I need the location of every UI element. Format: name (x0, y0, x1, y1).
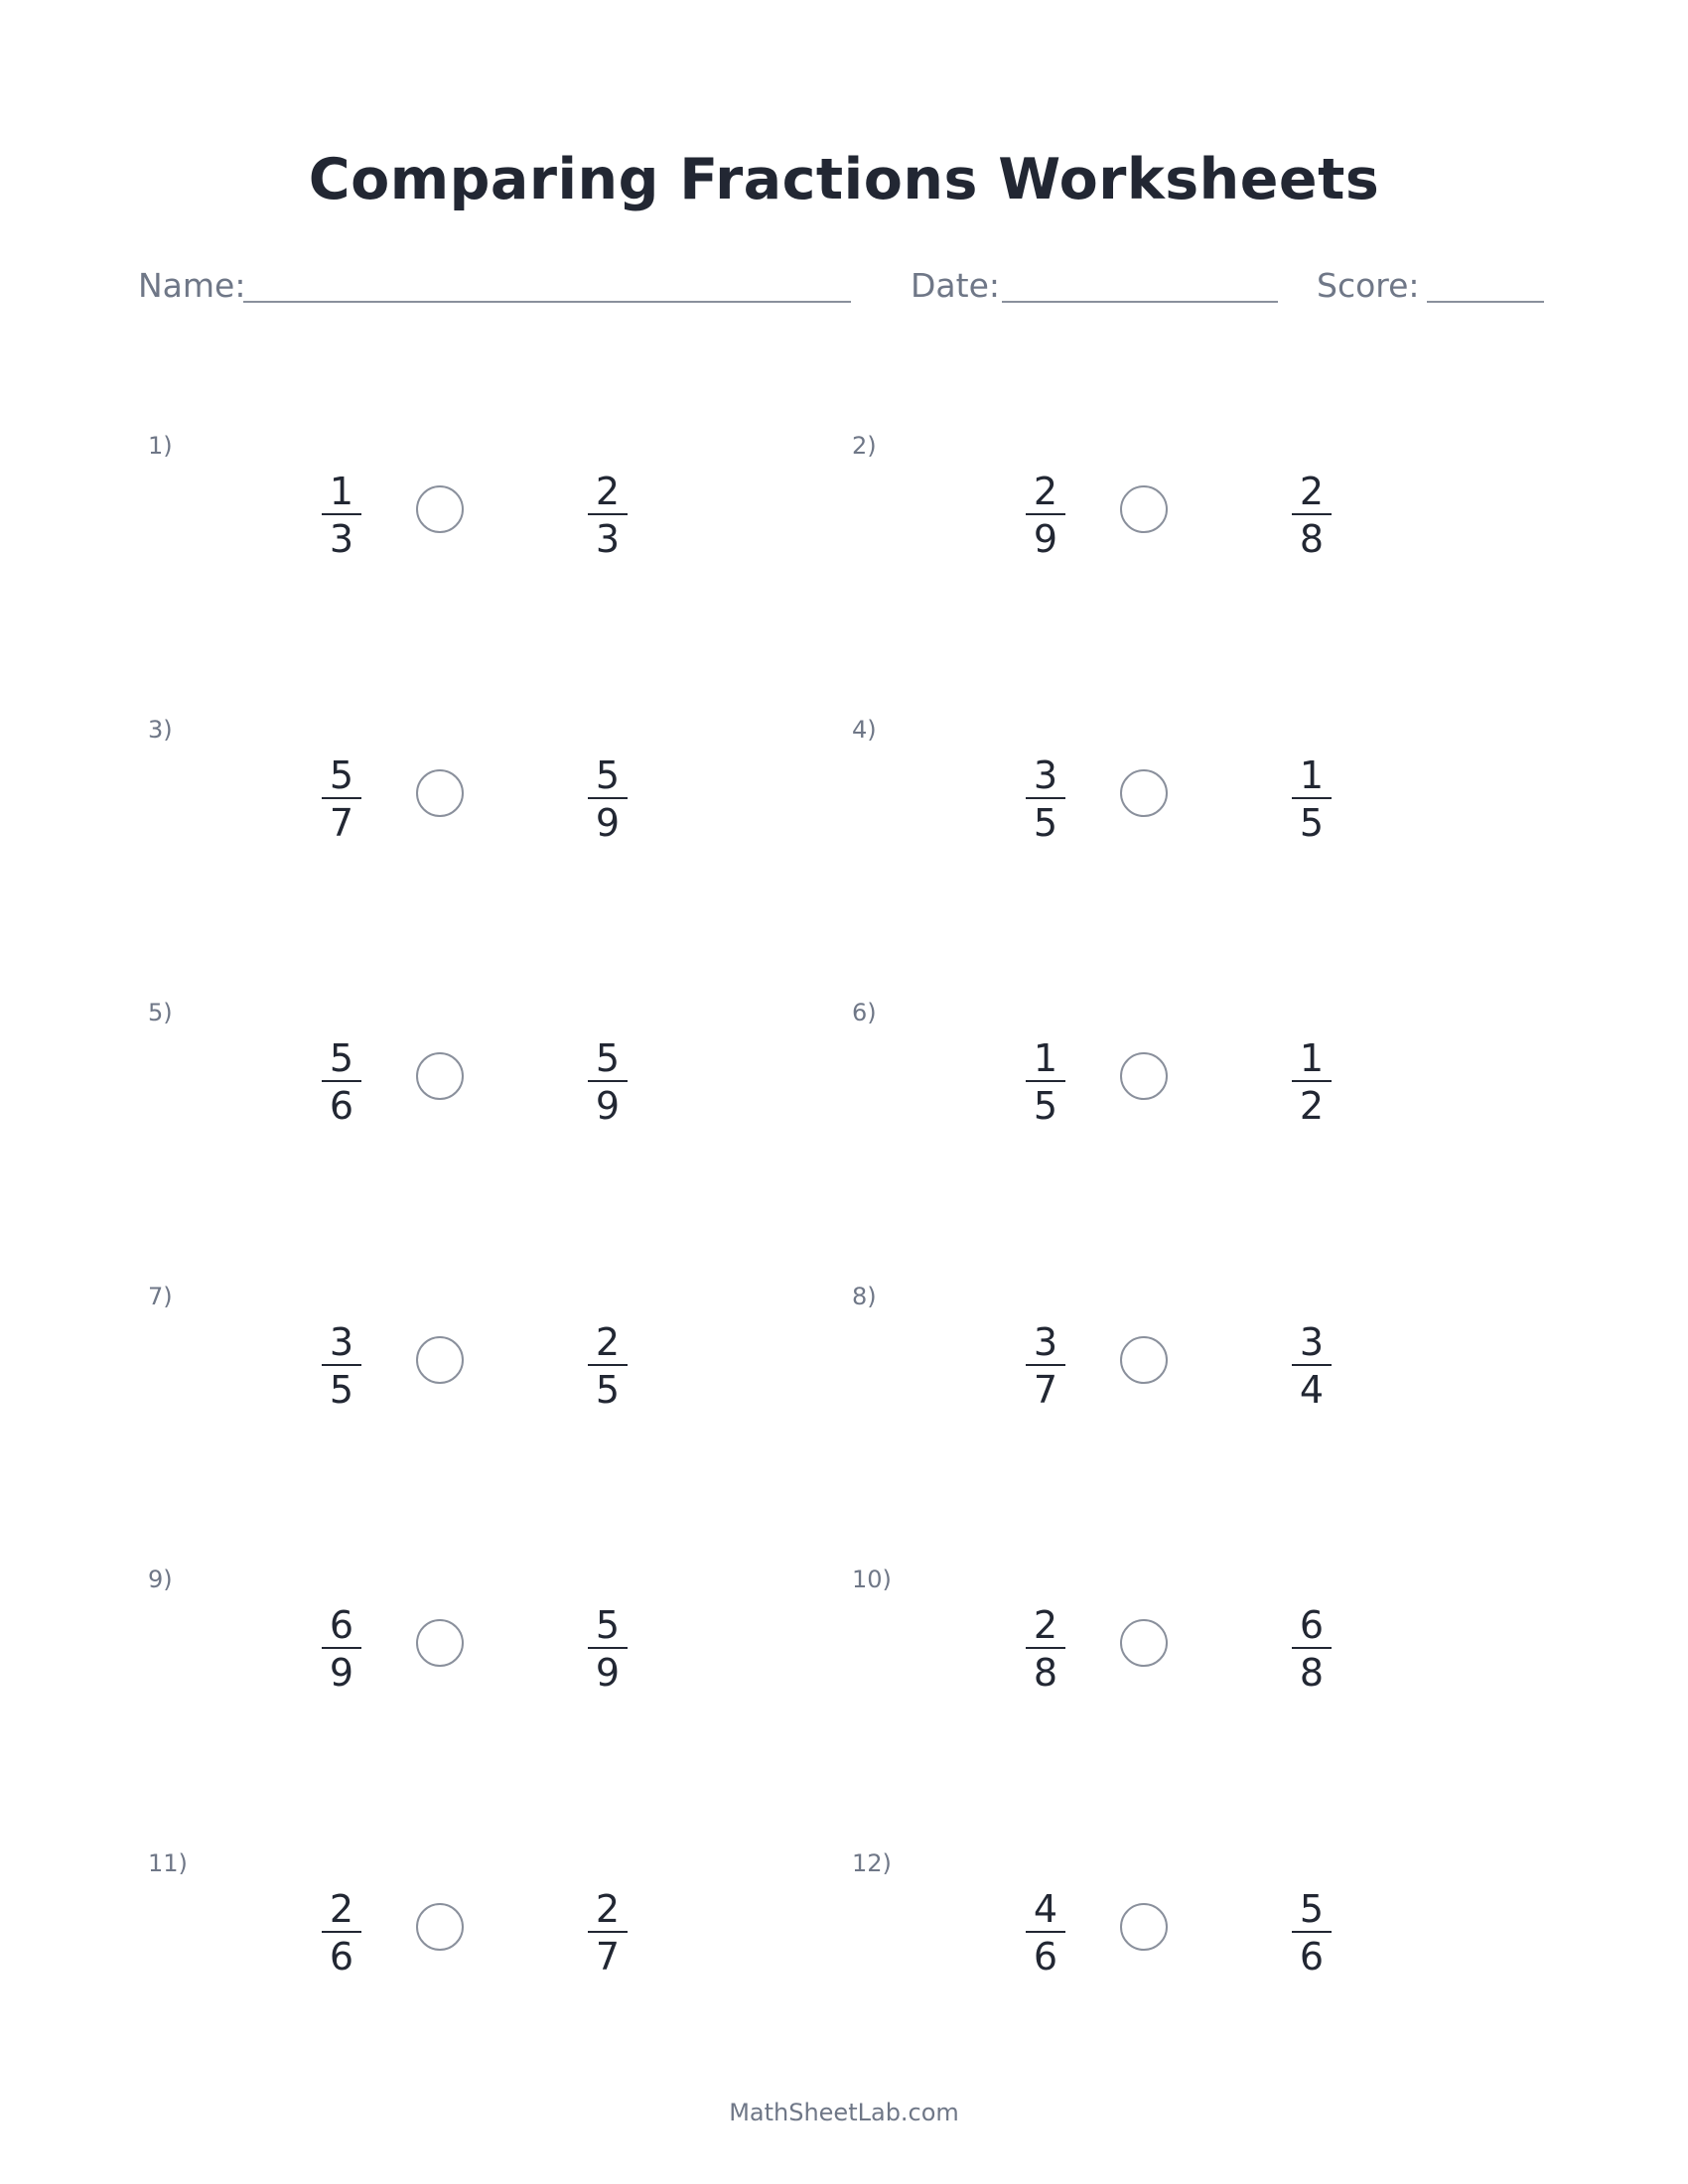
problem-number: 1) (148, 432, 173, 460)
numerator: 5 (1299, 1887, 1325, 1931)
numerator: 2 (595, 1887, 621, 1931)
right-fraction (1277, 753, 1346, 843)
numerator: 1 (1299, 1036, 1325, 1080)
numerator: 6 (329, 1603, 354, 1647)
problem-number: 8) (852, 1283, 877, 1310)
denominator: 6 (1033, 1935, 1058, 1979)
problem-number: 6) (852, 999, 877, 1026)
numerator: 1 (1033, 1036, 1058, 1080)
problem-number: 3) (148, 716, 173, 744)
comparison-circle[interactable] (416, 769, 464, 817)
denominator: 6 (1299, 1935, 1325, 1979)
numerator: 3 (1299, 1320, 1325, 1364)
problem-number: 9) (148, 1566, 173, 1593)
denominator: 9 (595, 801, 621, 845)
denominator: 6 (329, 1084, 354, 1128)
denominator: 9 (1033, 517, 1058, 561)
score-label: Score: (1317, 266, 1420, 305)
numerator: 5 (595, 753, 621, 797)
left-fraction (307, 1603, 376, 1693)
denominator: 3 (329, 517, 354, 561)
footer-site-name: MathSheetLab.com (729, 2099, 959, 2126)
page-title: Comparing Fractions Worksheets (308, 147, 1380, 212)
right-fraction (573, 753, 642, 843)
left-fraction (1011, 753, 1080, 843)
right-fraction (1277, 470, 1346, 559)
denominator: 7 (329, 801, 354, 845)
denominator: 4 (1299, 1368, 1325, 1412)
denominator: 9 (595, 1084, 621, 1128)
numerator: 5 (329, 753, 354, 797)
denominator: 8 (1299, 1651, 1325, 1695)
left-fraction (1011, 470, 1080, 559)
right-fraction (573, 1887, 642, 1977)
left-fraction (307, 1036, 376, 1126)
numerator: 3 (1033, 753, 1058, 797)
denominator: 7 (1033, 1368, 1058, 1412)
left-fraction (1011, 1036, 1080, 1126)
comparison-circle[interactable] (416, 485, 464, 533)
comparison-circle[interactable] (416, 1619, 464, 1667)
denominator: 3 (595, 517, 621, 561)
denominator: 5 (329, 1368, 354, 1412)
numerator: 5 (329, 1036, 354, 1080)
problem-number: 7) (148, 1283, 173, 1310)
denominator: 5 (1033, 801, 1058, 845)
left-fraction (307, 1887, 376, 1977)
left-fraction (307, 1320, 376, 1410)
numerator: 2 (1299, 470, 1325, 513)
comparison-circle[interactable] (1120, 1619, 1168, 1667)
numerator: 2 (595, 1320, 621, 1364)
denominator: 5 (1299, 801, 1325, 845)
numerator: 2 (1033, 1603, 1058, 1647)
right-fraction (573, 470, 642, 559)
right-fraction (573, 1320, 642, 1410)
comparison-circle[interactable] (1120, 1052, 1168, 1100)
right-fraction (1277, 1887, 1346, 1977)
name-label: Name: (138, 266, 246, 305)
numerator: 1 (329, 470, 354, 513)
comparison-circle[interactable] (1120, 1336, 1168, 1384)
numerator: 1 (1299, 753, 1325, 797)
comparison-circle[interactable] (1120, 769, 1168, 817)
right-fraction (573, 1603, 642, 1693)
problem-number: 4) (852, 716, 877, 744)
right-fraction (1277, 1320, 1346, 1410)
right-fraction (1277, 1036, 1346, 1126)
numerator: 4 (1033, 1887, 1058, 1931)
comparison-circle[interactable] (1120, 1903, 1168, 1951)
denominator: 6 (329, 1935, 354, 1979)
left-fraction (1011, 1320, 1080, 1410)
date-label: Date: (911, 266, 1000, 305)
numerator: 2 (595, 470, 621, 513)
numerator: 2 (329, 1887, 354, 1931)
problem-number: 5) (148, 999, 173, 1026)
denominator: 8 (1299, 517, 1325, 561)
comparison-circle[interactable] (416, 1052, 464, 1100)
numerator: 5 (595, 1603, 621, 1647)
numerator: 3 (329, 1320, 354, 1364)
left-fraction (307, 753, 376, 843)
numerator: 5 (595, 1036, 621, 1080)
right-fraction (573, 1036, 642, 1126)
problem-number: 2) (852, 432, 877, 460)
denominator: 7 (595, 1935, 621, 1979)
numerator: 6 (1299, 1603, 1325, 1647)
left-fraction (1011, 1603, 1080, 1693)
denominator: 5 (595, 1368, 621, 1412)
denominator: 5 (1033, 1084, 1058, 1128)
problem-number: 12) (852, 1849, 892, 1877)
problem-number: 10) (852, 1566, 892, 1593)
name-field[interactable] (243, 301, 851, 303)
left-fraction (307, 470, 376, 559)
denominator: 2 (1299, 1084, 1325, 1128)
comparison-circle[interactable] (1120, 485, 1168, 533)
denominator: 9 (595, 1651, 621, 1695)
numerator: 3 (1033, 1320, 1058, 1364)
score-field[interactable] (1427, 301, 1544, 303)
left-fraction (1011, 1887, 1080, 1977)
denominator: 8 (1033, 1651, 1058, 1695)
numerator: 2 (1033, 470, 1058, 513)
problem-number: 11) (148, 1849, 188, 1877)
denominator: 9 (329, 1651, 354, 1695)
comparison-circle[interactable] (416, 1336, 464, 1384)
comparison-circle[interactable] (416, 1903, 464, 1951)
date-field[interactable] (1002, 301, 1278, 303)
right-fraction (1277, 1603, 1346, 1693)
